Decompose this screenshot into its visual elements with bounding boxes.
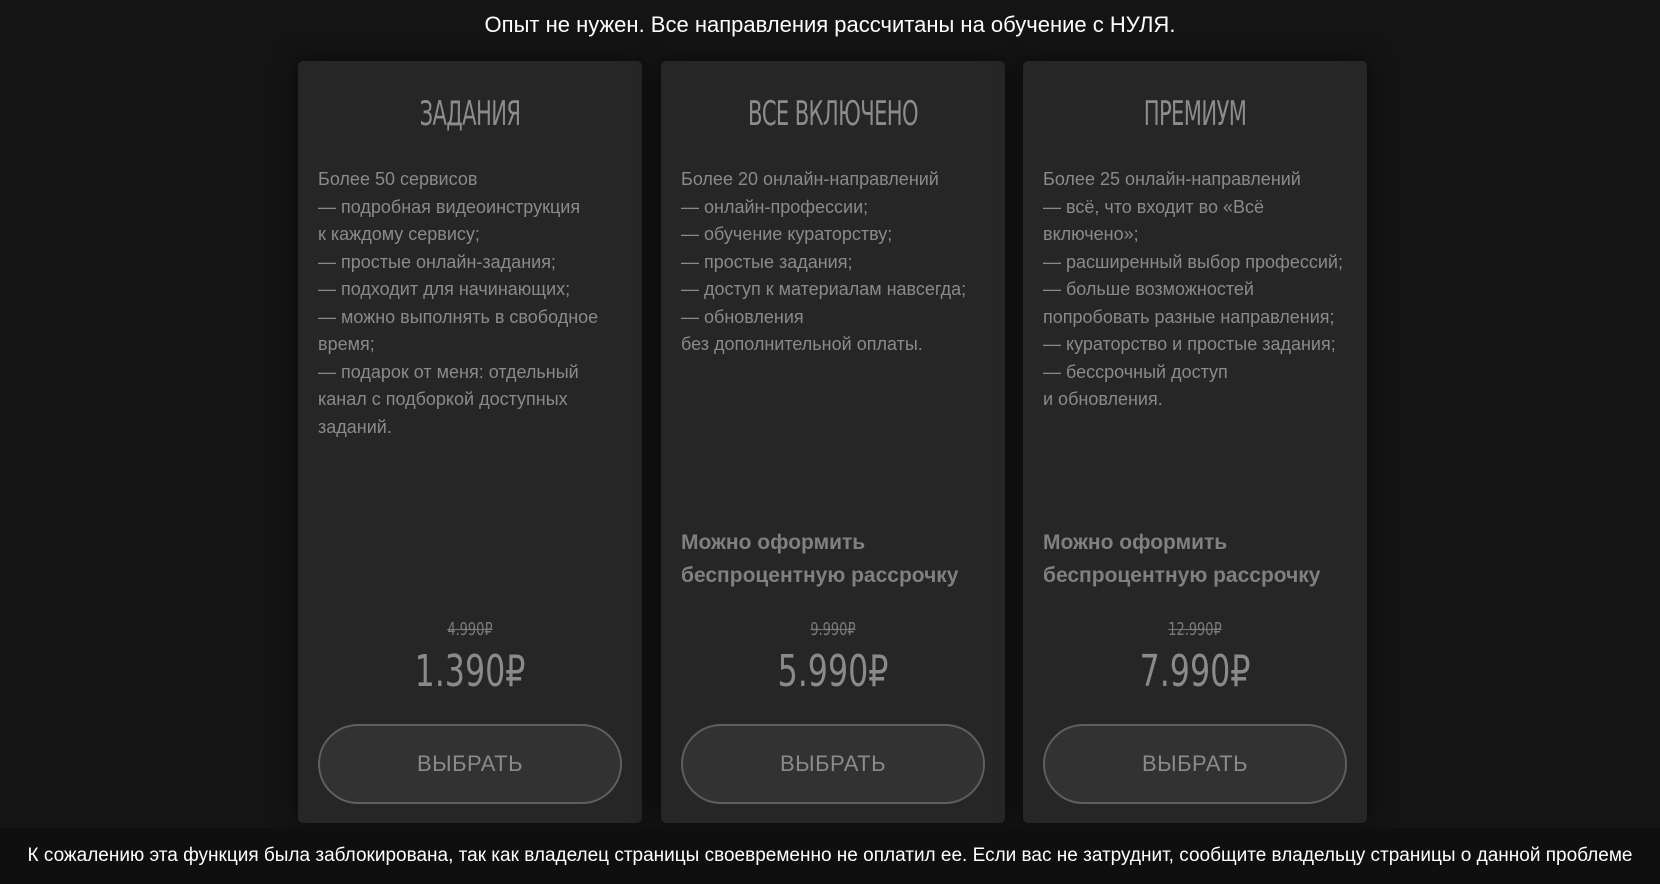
plan-description: Более 20 онлайн-направлений — онлайн-профессии; — обучение кураторству; — простые задания; — доступ к материалам навсегда; — обновления без дополнительной оплаты. bbox=[681, 169, 967, 354]
choose-plan-button[interactable]: ВЫБРАТЬ bbox=[1043, 724, 1347, 804]
plan-installment-note: Можно оформить беспроцентную рассрочку bbox=[1043, 531, 1321, 587]
plan-card-vse-vklyucheno bbox=[661, 61, 1005, 823]
plan-description: Более 25 онлайн-направлений — всё, что входит во «Всё включено»; — расширенный выбор профессий; — больше возможностей попробовать разные направления; — кураторство и простые задания; — бессрочный доступ и обновления. bbox=[1043, 169, 1343, 409]
plan-card-premium bbox=[1023, 61, 1367, 823]
choose-plan-button[interactable]: ВЫБРАТЬ bbox=[318, 724, 622, 804]
plan-title: ЗАДАНИЯ bbox=[419, 94, 521, 134]
plan-description: Более 50 сервисов — подробная видеоинструкция к каждому сервису; — простые онлайн-задания; — подходит для начинающих; — можно выполнять в свободное время; — подарок от меня: отдельный канал с подборкой доступных заданий. bbox=[318, 169, 599, 437]
plan-title: ВСЕ ВКЛЮЧЕНО bbox=[747, 94, 919, 134]
choose-plan-button[interactable]: ВЫБРАТЬ bbox=[681, 724, 985, 804]
plan-price: 7.990₽ bbox=[1139, 646, 1251, 697]
plan-card-zadaniya bbox=[298, 61, 642, 823]
plan-price: 5.990₽ bbox=[777, 646, 889, 697]
plan-old-price: 9.990₽ bbox=[810, 619, 856, 640]
page-headline: Опыт не нужен. Все направления рассчитаны на обучение с НУЛЯ. bbox=[484, 12, 1176, 37]
plan-price: 1.390₽ bbox=[414, 646, 526, 697]
plan-old-price: 12.990₽ bbox=[1168, 619, 1222, 640]
plan-title: ПРЕМИУМ bbox=[1143, 94, 1247, 134]
plan-old-price: 4.990₽ bbox=[447, 619, 493, 640]
blocked-feature-notice: К сожалению эта функция была заблокирована, так как владелец страницы своевременно не оплатил ее. Если вас не затруднит, сообщите владельцу страницы о данной проблеме bbox=[0, 828, 1660, 884]
plan-installment-note: Можно оформить беспроцентную рассрочку bbox=[681, 531, 959, 587]
